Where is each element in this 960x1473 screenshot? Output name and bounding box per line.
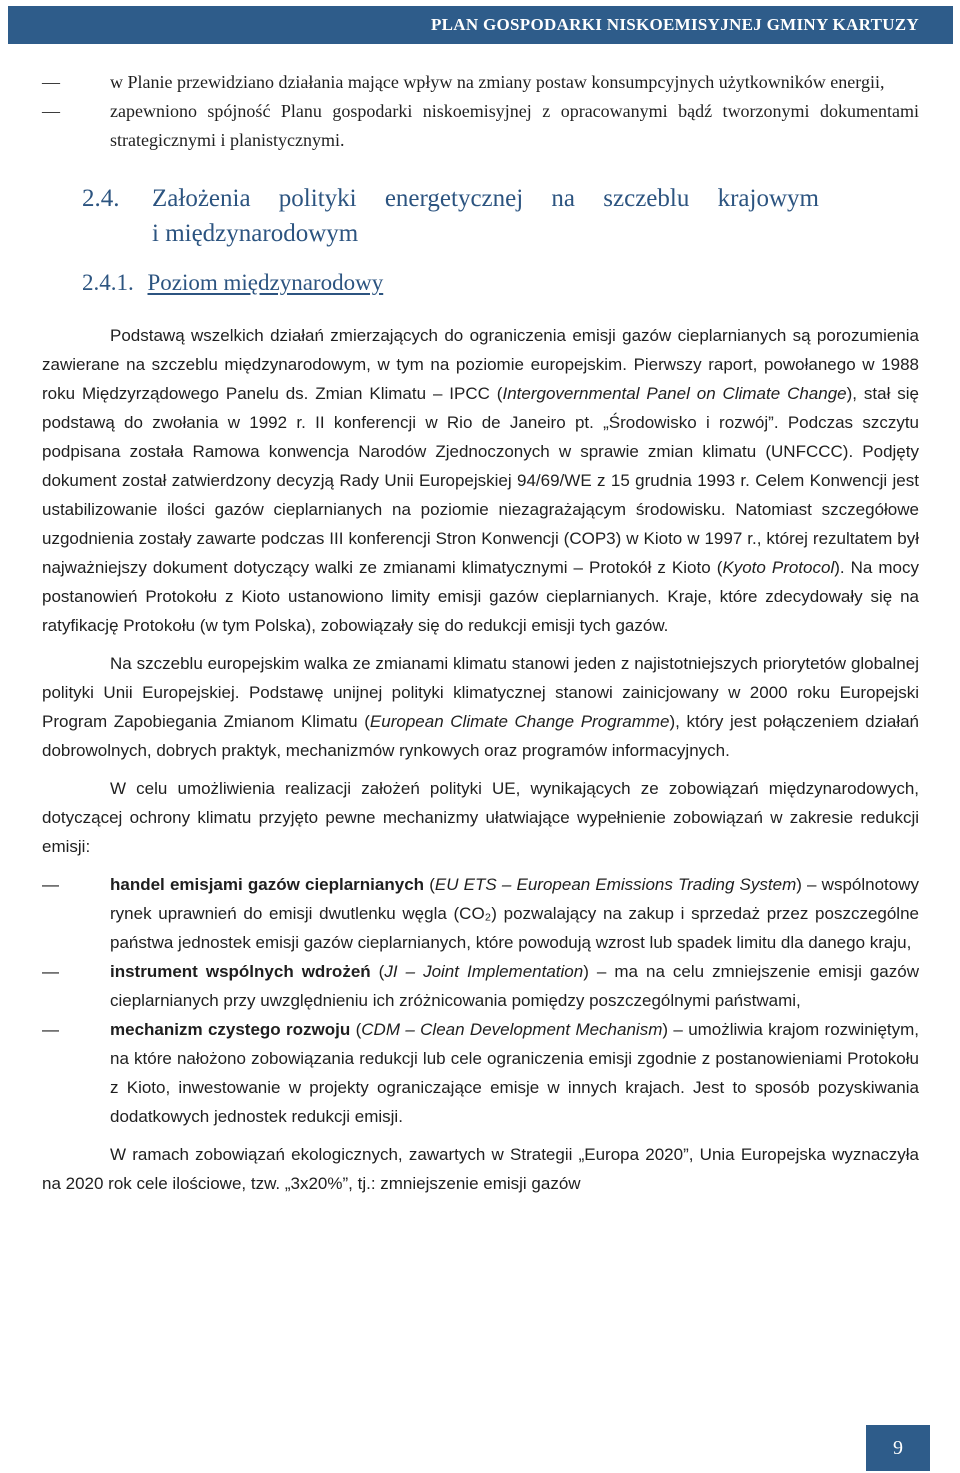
mechanism-item <box>42 870 919 957</box>
intro-item-text: w Planie przewidziano działania mające wpływ na zmiany postaw konsumpcyjnych użytkowników energii, <box>110 72 885 92</box>
subsection-number: 2.4.1. <box>82 270 134 295</box>
section-title-line2: i międzynarodowym <box>152 220 359 247</box>
italic-term: European Climate Change Programme <box>369 712 670 731</box>
subsection-title: Poziom międzynarodowy <box>147 270 384 295</box>
paragraph-european <box>42 649 919 765</box>
mechanism-item <box>42 957 919 1015</box>
mechanism-description: ) – umożliwia krajom rozwiniętym, na które nałożono zobowiązania redukcji lub cele ograniczenia emisji zgodnie z postanowieniami Protokołu z Kioto, inwestowanie w projekty ograniczające emisje w innych krajach. Jest to sposób pozyskiwania dodatkowych jednostek redukcji emisji. <box>110 1020 920 1126</box>
text-run: ), stał się podstawą do zwołania w 1992 r. II konferencji w Rio de Janeiro pt. „Środowisko i rozwój”. Podczas szczytu podpisana została Ramowa konwencja Narodów Zjednoczonych w sprawie zmian klimatu (UNFCCC). Podjęty dokument został zatwierdzony decyzją Rady Unii Europejskiej 94/69/WE z 15 grudnia 1993 r. Celem Konwencji jest ustabilizowanie ilości gazów cieplarnianych na poziomie niezagrażającym środowisku. Natomiast szczegółowe uzgodnienia zostały zawarte podczas III konferencji Stron Konwencji (COP3) w Kioto w 1997 r., której rezultatem był najważniejszy dokument dotyczący walki ze zmianami klimatycznymi – Protokół z Kioto ( <box>42 384 919 577</box>
dash-bullet: — <box>42 101 60 121</box>
section-title-line1: Założenia polityki energetycznej na szczeblu krajowym <box>152 185 819 212</box>
paragraph-europe-2020: W ramach zobowiązań ekologicznych, zawartych w Strategii „Europa 2020”, Unia Europejska wyznaczyła na 2020 rok cele ilościowe, tzw. „3x20%”, tj.: zmniejszenie emisji gazów <box>42 1145 919 1193</box>
paragraph-international <box>42 321 919 640</box>
mechanism-abbr: CDM – Clean Development Mechanism <box>361 1020 663 1039</box>
text-run: ). Na mocy postanowień Protokołu z Kioto ustanowiono limity emisji gazów cieplarnianych. Kraje, które zdecydowały się na ratyfikację Protokołu (w tym Polska), zobowiązały się do redukcji emisji tych gazów. <box>42 558 919 635</box>
dash-bullet: — <box>42 1020 59 1039</box>
section-number: 2.4. <box>82 185 120 212</box>
text-run: Na szczeblu europejskim walka ze zmianami klimatu stanowi jeden z najistotniejszych priorytetów globalnej polityki Unii Europejskiej. Podstawę unijnej polityki klimatycznej stanowi zainicjowany w 2000 roku Europejski Program Zapobiegania Zmianom Klimatu ( <box>42 654 919 731</box>
page-number: 9 <box>866 1425 930 1471</box>
mechanism-abbr: JI – Joint Implementation <box>384 962 584 981</box>
text-run: ), który jest połączeniem działań dobrowolnych, dobrych praktyk, mechanizmów rynkowych oraz programów informacyjnych. <box>42 712 920 760</box>
paragraph-mechanisms-intro: W celu umożliwienia realizacji założeń polityki UE, wynikających ze zobowiązań międzynarodowych, dotyczącej ochrony klimatu przyjęto pewne mechanizmy ułatwiające wypełnienie zobowiązań w zakresie redukcji emisji: <box>42 779 919 856</box>
subsection-heading <box>82 267 919 299</box>
intro-item-text: zapewniono spójność Planu gospodarki niskoemisyjnej z opracowanymi bądź tworzonymi dokumentami strategicznymi i planistycznymi. <box>110 101 919 150</box>
running-header: PLAN GOSPODARKI NISKOEMISYJNEJ GMINY KARTUZY <box>8 6 953 44</box>
dash-bullet: — <box>42 962 59 981</box>
text-run: ( <box>424 875 435 894</box>
mechanism-name: mechanizm czystego rozwoju <box>110 1020 351 1039</box>
dash-bullet: — <box>42 72 60 92</box>
intro-list-item <box>42 97 919 155</box>
intro-list-item <box>42 68 919 97</box>
italic-term: Intergovernmental Panel on Climate Change <box>502 384 847 403</box>
italic-term: Kyoto Protocol <box>722 558 835 577</box>
text-run: ( <box>370 962 385 981</box>
section-heading <box>42 181 919 251</box>
mechanism-abbr: EU ETS – European Emissions Trading System <box>434 875 797 894</box>
mechanism-item <box>42 1015 919 1131</box>
mechanism-name: handel emisjami gazów cieplarnianych <box>110 875 425 894</box>
text-run: Podstawą wszelkich działań zmierzających do ograniczenia emisji gazów cieplarnianych są porozumienia zawierane na szczeblu międzynarodowym, w tym na poziomie europejskim. Pierwszy raport, powołanego w 1988 roku Międzyrządowego Panelu ds. Zmian Klimatu – IPCC ( <box>42 326 919 403</box>
dash-bullet: — <box>42 875 59 894</box>
mechanism-name: instrument wspólnych wdrożeń <box>110 962 371 981</box>
mechanism-description: ) – wspólnotowy rynek uprawnień do emisji dwutlenku węgla (CO₂) pozwalający na zakup i sprzedaż przez poszczególne państwa jednostek emisji gazów cieplarnianych, które powodują wzrost lub spadek limitu dla danego kraju, <box>110 875 920 952</box>
page-body <box>42 68 919 1198</box>
text-run: ( <box>350 1020 362 1039</box>
mechanism-description: ) – ma na celu zmniejszenie emisji gazów cieplarnianych przy uwzględnieniu ich zróżnicowania pomiędzy poszczególnymi państwami, <box>110 962 919 1010</box>
